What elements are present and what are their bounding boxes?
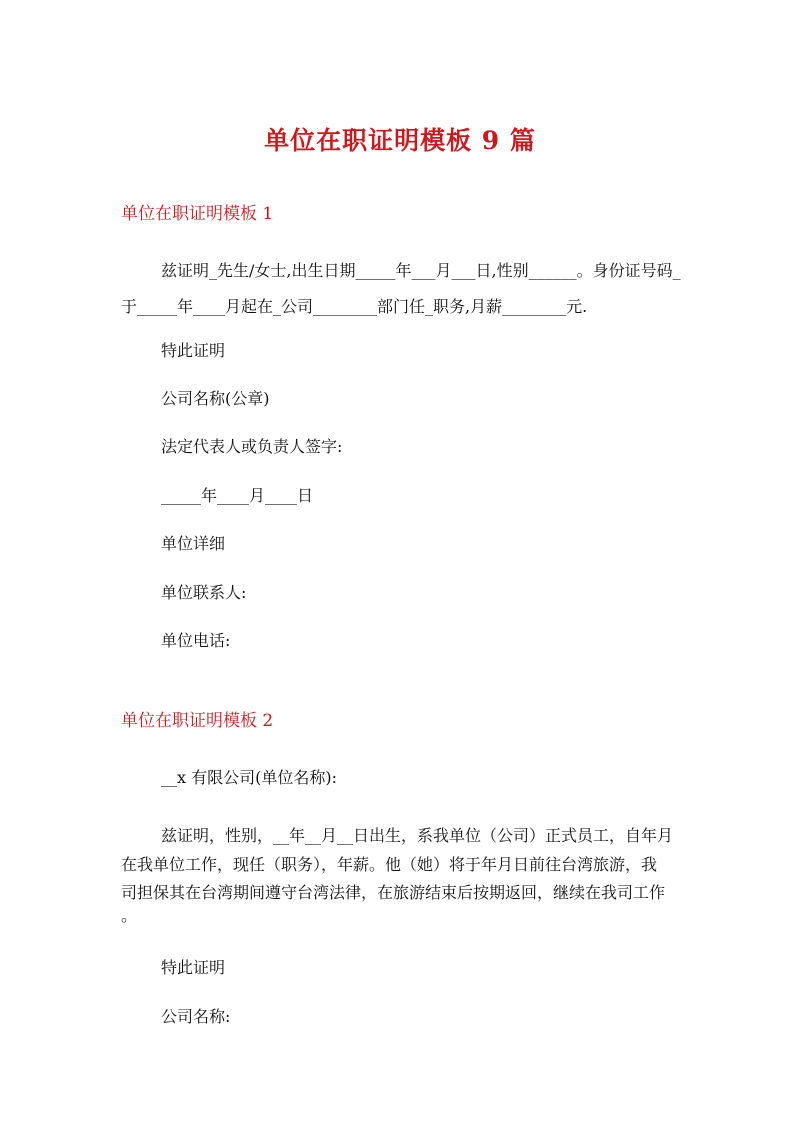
document-title: 单位在职证明模板 9 篇 [264, 126, 536, 155]
section-2-paragraph-line-2: 在我单位工作，现任（职务），年薪。他（她）将于年月日前往台湾旅游，我 [121, 855, 658, 874]
section-2-certify-text: 特此证明 [161, 958, 226, 977]
section-1-paragraph-line-2: 于_____年____月起在_公司________部门任_职务,月薪________元. [121, 297, 588, 316]
section-1-paragraph-line-1: 兹证明_先生/女士,出生日期_____年___月___日,性别______。身份证号码_ [161, 261, 681, 280]
section-2-paragraph-line-1: 兹证明，性别，__年__月__日出生，系我单位（公司）正式员工，自年月 [161, 826, 674, 845]
section-1-certify-text: 特此证明 [161, 341, 226, 360]
section-2-title: 单位在职证明模板 2 [121, 711, 274, 731]
section-1-unit-contact: 单位联系人: [161, 583, 247, 602]
section-2-addressee: __x 有限公司(单位名称): [161, 768, 337, 787]
section-1-signature-label: 法定代表人或负责人签字: [161, 437, 343, 456]
section-2-paragraph-line-4: 。 [121, 906, 138, 925]
section-1-unit-phone: 单位电话: [161, 631, 231, 650]
section-1-unit-detail: 单位详细 [161, 534, 226, 553]
section-1-title: 单位在职证明模板 1 [121, 204, 274, 224]
section-2-paragraph-line-3: 司担保其在台湾期间遵守台湾法律，在旅游结束后按期返回，继续在我司工作 [121, 883, 666, 902]
section-2-company-name: 公司名称: [161, 1007, 231, 1026]
section-1-date-line: _____年____月____日 [161, 486, 314, 505]
section-1-company-name: 公司名称(公章) [161, 389, 270, 408]
